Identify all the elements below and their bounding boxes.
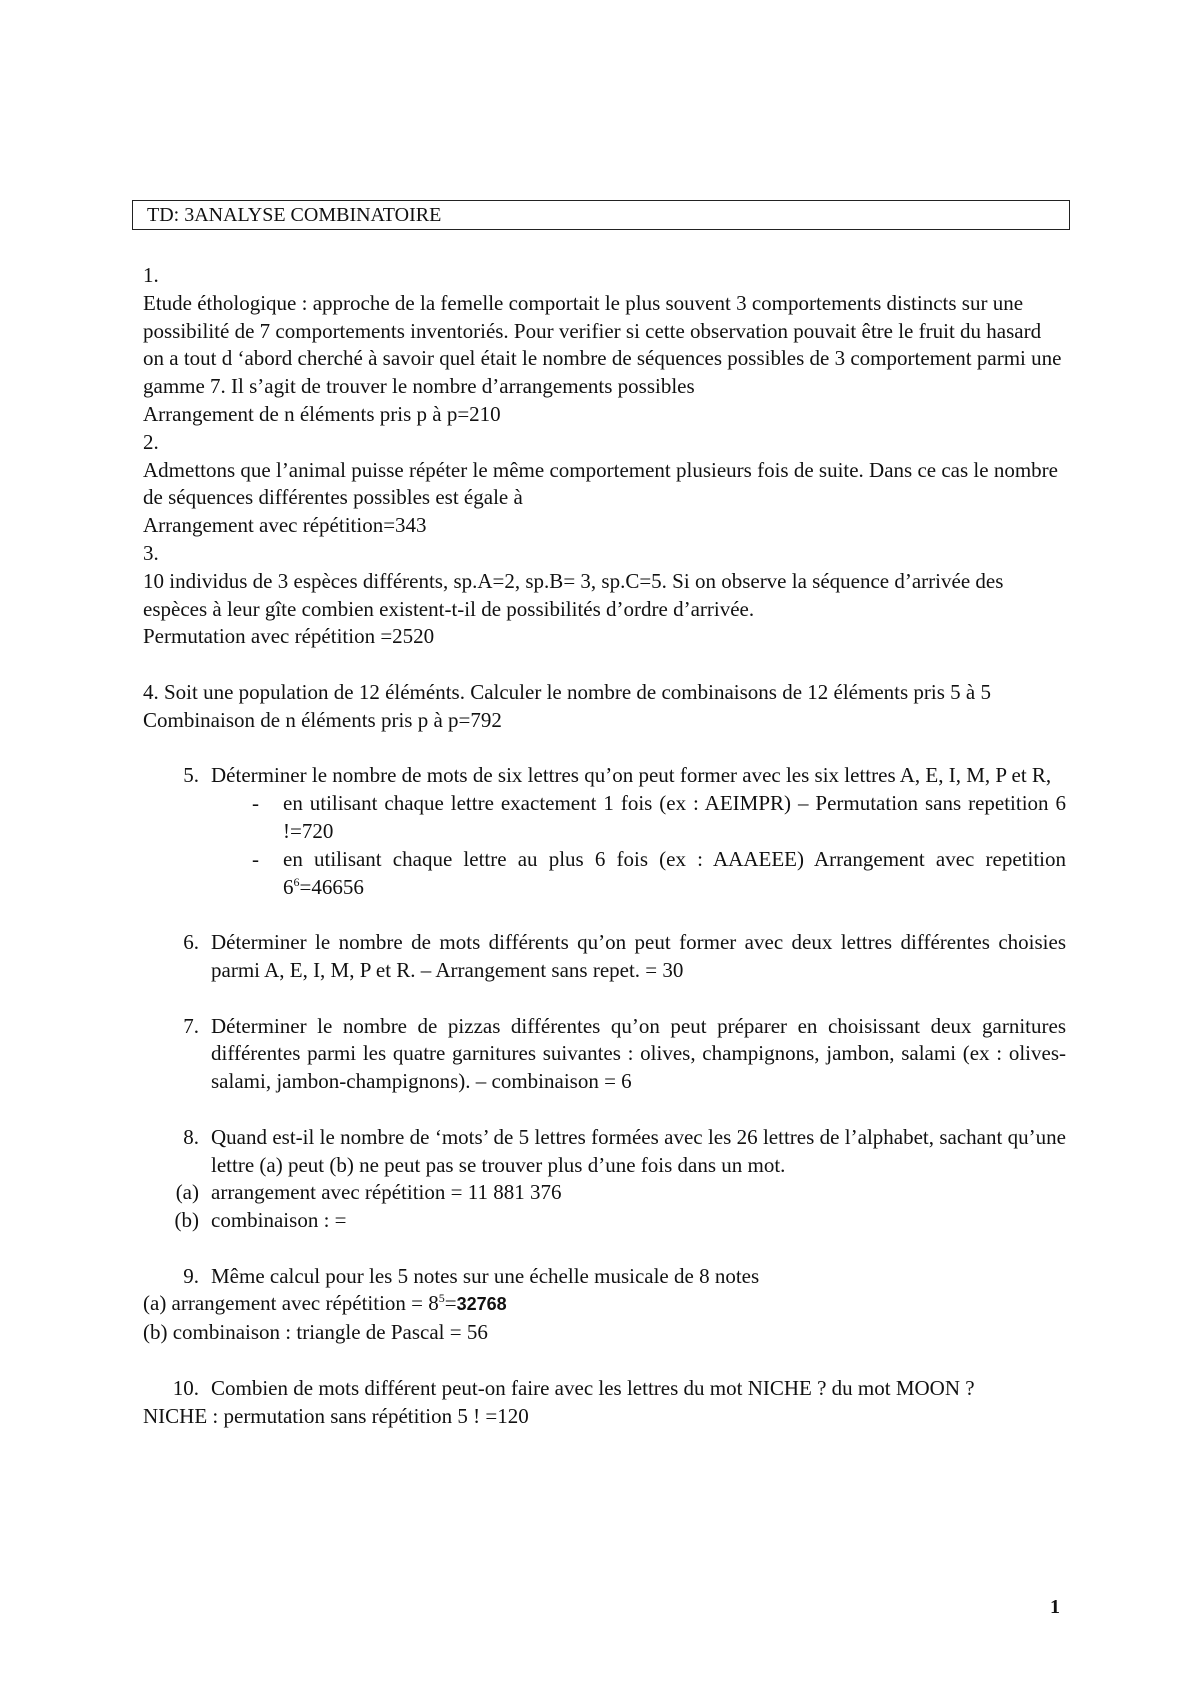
q8-b-marker: (b) <box>174 1208 199 1233</box>
dash-marker: - <box>252 791 259 816</box>
question-3-text: 10 individus de 3 espèces différents, sp.A=2, sp.B= 3, sp.C=5. Si on observe la séquence d’arrivée des espèces à leur gîte combien existent-t-il de possibilités d’ordre d’arrivée. <box>143 568 1004 621</box>
question-9-number: 9. <box>183 1263 199 1288</box>
question-8-number: 8. <box>183 1124 199 1149</box>
question-1-text: Etude éthologique : approche de la femelle comportait le plus souvent 3 comportements distincts sur une possibilité de 7 comportements inventoriés. Pour verifier si cette observation pouvait être le fruit du hasard on a tout d ‘abord cherché à savoir quel était le nombre de séquences possibles de 3 comportement parmi une gamme 7. Il s’agit de trouver le nombre d’arrangements possibles <box>143 290 1062 399</box>
question-3-answer: Permutation avec répétition =2520 <box>143 624 435 649</box>
question-2-answer: Arrangement avec répétition=343 <box>143 513 427 538</box>
page-title: TD: 3ANALYSE COMBINATOIRE <box>147 204 442 226</box>
question-9-a <box>143 1290 1066 1319</box>
q8-b-text: combinaison : = <box>211 1208 347 1233</box>
q8-a-text: arrangement avec répétition = 11 881 376 <box>211 1180 562 1205</box>
q9-a-result: 32768 <box>456 1294 507 1315</box>
q9-a-equals: = <box>444 1291 457 1316</box>
page-number: 1 <box>1050 1596 1060 1618</box>
question-5-bullet-1-text: en utilisant chaque lettre exactement 1 fois (ex : AEIMPR) – Permutation sans repetition 6 !=720 <box>283 791 1066 843</box>
question-2-number: 2. <box>143 429 159 454</box>
question-6 <box>143 929 1066 985</box>
question-7-number: 7. <box>183 1013 199 1038</box>
q5-bullet-2-pre: en utilisant chaque lettre au plus 6 fois (ex : AAAEEE) Arrangement avec repetition 6 <box>283 846 1066 899</box>
question-5-bullet-1 <box>143 790 1066 846</box>
question-7 <box>143 1013 1066 1096</box>
question-5-text: Déterminer le nombre de mots de six lettres qu’on peut former avec les six lettres A, E, I, M, P et R, <box>211 763 1052 788</box>
document-body <box>143 262 1066 1430</box>
question-4-text: 4. Soit une population de 12 éléménts. Calculer le nombre de combinaisons de 12 éléments pris 5 à 5 <box>143 679 991 704</box>
q8-a-marker: (a) <box>175 1180 199 1205</box>
q9-a-exponent: 5 <box>438 1291 445 1306</box>
title-box <box>132 200 1070 230</box>
question-10-answer: NICHE : permutation sans répétition 5 ! =120 <box>143 1403 529 1428</box>
question-5-number: 5. <box>183 763 199 788</box>
q9-a-pre: (a) arrangement avec répétition = 8 <box>143 1291 439 1316</box>
question-6-number: 6. <box>183 930 199 955</box>
dash-marker: - <box>252 846 259 871</box>
question-10 <box>143 1375 1066 1403</box>
question-2-text: Admettons que l’animal puisse répéter le même comportement plusieurs fois de suite. Dans ce cas le nombre de séquences différentes possibles est égale à <box>143 457 1058 510</box>
question-6-text: Déterminer le nombre de mots différents qu’on peut former avec deux lettres différentes choisies parmi A, E, I, M, P et R. – Arrangement sans repet. = 30 <box>211 930 1066 982</box>
question-8 <box>143 1124 1066 1180</box>
question-8-b <box>143 1207 1066 1235</box>
q5-bullet-2-result: =46656 <box>299 874 364 899</box>
question-5 <box>143 762 1066 790</box>
question-5-bullet-2 <box>143 846 1066 902</box>
question-10-text: Combien de mots différent peut-on faire avec les lettres du mot NICHE ? du mot MOON ? <box>211 1375 975 1400</box>
question-9-text: Même calcul pour les 5 notes sur une échelle musicale de 8 notes <box>211 1263 760 1288</box>
question-10-number: 10. <box>172 1375 199 1400</box>
question-1-answer: Arrangement de n éléments pris p à p=210 <box>143 401 501 426</box>
question-8-text: Quand est-il le nombre de ‘mots’ de 5 lettres formées avec les 26 lettres de l’alphabet, sachant qu’une lettre (a) peut (b) ne peut pas se trouver plus d’une fois dans un mot. <box>211 1124 1066 1177</box>
q5-bullet-2-exponent: 6 <box>293 874 300 889</box>
question-8-a <box>143 1179 1066 1207</box>
question-3-number: 3. <box>143 540 159 565</box>
question-9 <box>143 1263 1066 1291</box>
question-7-text: Déterminer le nombre de pizzas différentes qu’on peut préparer en choisissant deux garnitures différentes parmi les quatre garnitures suivantes : olives, champignons, jambon, salami (ex : olives-salami, jambon-champignons). – combinaison = 6 <box>211 1013 1066 1094</box>
question-5-bullet-2-text <box>283 846 1066 902</box>
question-1-number: 1. <box>143 263 159 287</box>
question-9-b: (b) combinaison : triangle de Pascal = 56 <box>143 1320 488 1345</box>
question-4-answer: Combinaison de n éléments pris p à p=792 <box>143 707 502 732</box>
